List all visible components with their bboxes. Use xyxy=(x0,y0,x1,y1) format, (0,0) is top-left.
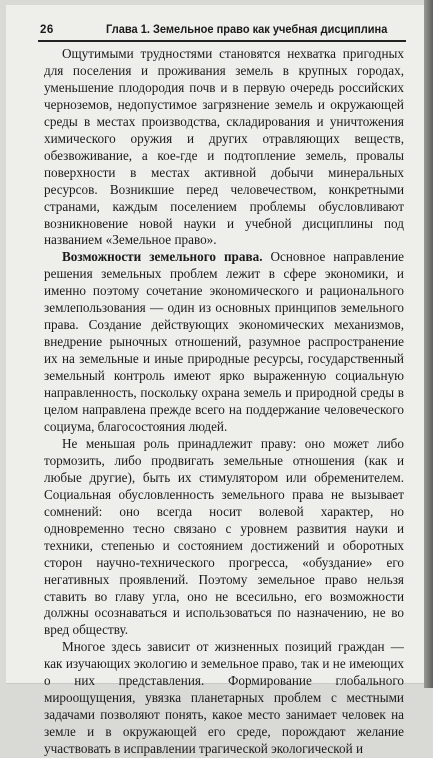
page-body xyxy=(44,46,404,758)
paragraph-text: Основное направление решения земельных проблем лежит в сфере экономики, и именно поэтому сочетание экономического и рационального землепользования — один из основных принципов земельного права. Создание действующих экономических механизмов, внедрение рыночных отношений, разумное распространение их на земельные и иные природные ресурсы, государственный земельный контроль имеют ярко выраженную социальную направленность, поскольку охрана земель и природной среды в целом направлена прежде всего на поддержание человеческого социума, благосостояния людей. xyxy=(44,249,404,434)
paragraph-text: Многое здесь зависит от жизненных позиций граждан — как изучающих экологию и земельное право, так и не имеющих о них представления. Формирование глобального мироощущения, увязка планетарных проблем с местными задачами позволяют понять, какое место занимает человек на земле и в окружающей его среде, порождают желание участвовать в исправлении трагической экологической и xyxy=(44,639,404,757)
paragraph xyxy=(44,436,404,639)
book-spine-shadow xyxy=(424,0,433,688)
paragraph xyxy=(44,249,404,435)
header-rule xyxy=(38,40,406,42)
paragraph-lead-heading: Возможности земельного права. xyxy=(62,249,263,265)
page-number: 26 xyxy=(40,24,54,36)
paragraph xyxy=(44,639,404,758)
paragraph xyxy=(44,46,404,249)
running-head: Глава 1. Земельное право как учебная дисциплина xyxy=(106,24,388,36)
paragraph-text: Ощутимыми трудностями становятся нехватка пригодных для поселения и проживания земель в крупных городах, уменьшение плодородия почв и в первую очередь российских черноземов, недопустимое загрязнение земель и окружающей среды в местах производства, складирования и уничтожения химического оружия и других отравляющих веществ, обезвоживание, а кое-где и подтопление земель, провалы поверхности в местах активной добычи минеральных ресурсов. Возникшие перед человечеством, конкретными странами, каждым поселением проблемы обусловливают возникновение новой науки и учебной дисциплины под названием «Земельное право». xyxy=(44,46,404,248)
paragraph-text: Не меньшая роль принадлежит праву: оно может либо тормозить, либо продвигать земельные отношения (как и любые другие), быть их стимулятором или обременителем. Социальная обусловленность земельного права не вызывает сомнений: оно всегда носит волевой характер, но одновременно тесно связано с уровнем развития науки и техники, степенью и состоянием достижений и оборотных сторон научно-технического прогресса, «обуздание» его негативных проявлений. Поэтому земельное право нельзя ставить во главу угла, оно не всесильно, его возможности должны осознаваться и использоваться по назначению, не во вред обществу. xyxy=(44,435,404,638)
